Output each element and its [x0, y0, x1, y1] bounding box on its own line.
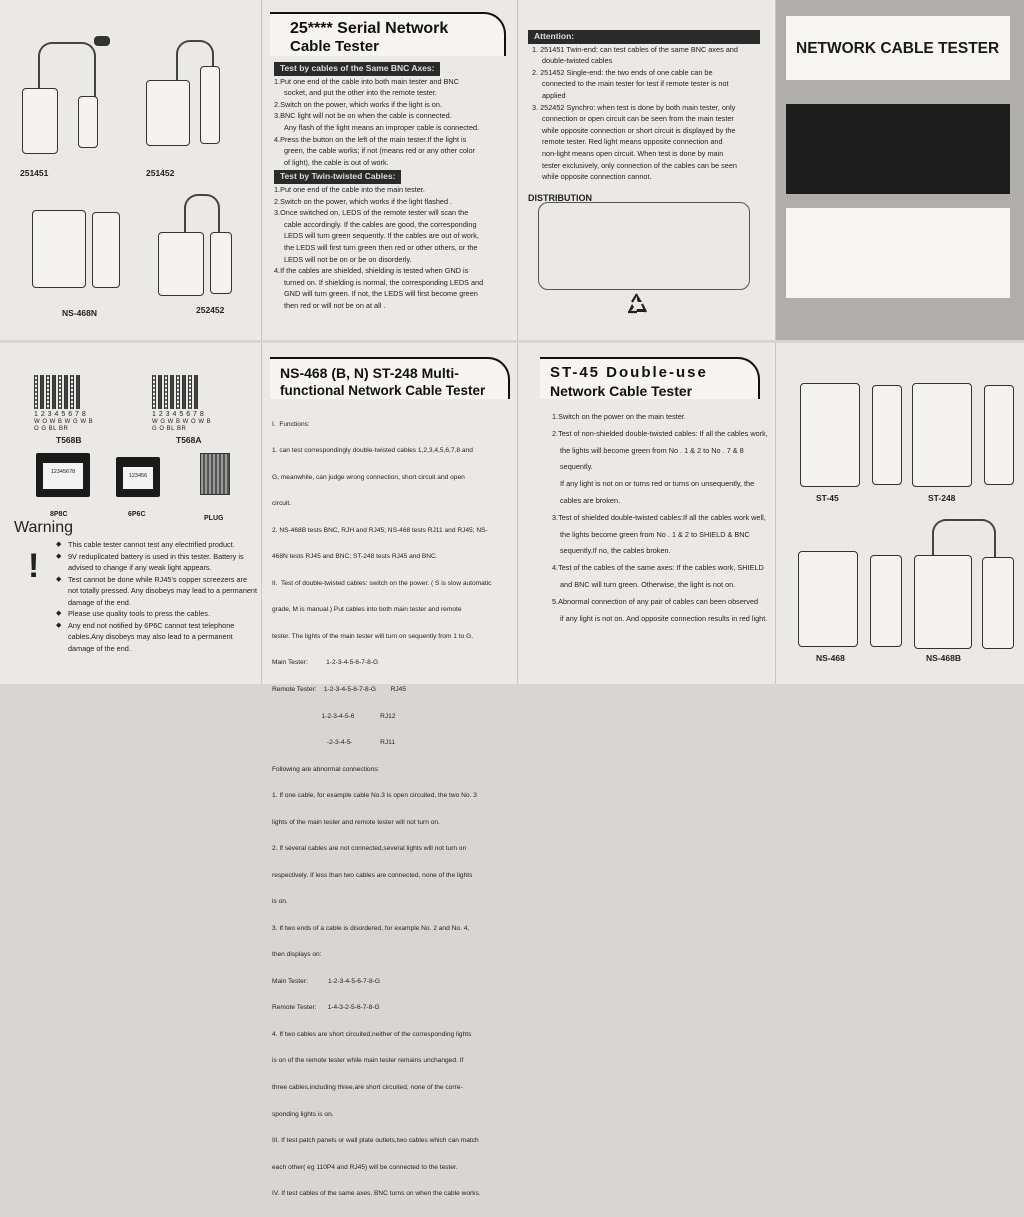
- ns468-line: lights of the main tester and remote tester will not turn on.: [272, 818, 440, 826]
- attention-line: 1. 251451 Twin-end: can test cables of the same BNC axes and: [532, 44, 738, 54]
- warning-item: ◆ Test cannot be done while RJ45's copper screezers are not totally pressed. Any disobeys may lead to a permanent damage of the end.: [54, 574, 258, 609]
- serial-step-line: socket, and put the other into the remote tester.: [284, 88, 437, 98]
- attention-heading: Attention:: [528, 30, 760, 44]
- warning-list: [54, 539, 258, 654]
- distribution-heading: DISTRIBUTION: [528, 192, 592, 203]
- serial-step-line: cable accordingly. If the cables are good, the corresponding: [284, 219, 477, 229]
- warning-item: ◆ This cable tester cannot test any electrified product.: [54, 539, 258, 551]
- attention-body: [528, 30, 768, 204]
- cover-title: NETWORK CABLE TESTER: [796, 40, 1000, 57]
- ns468-line: Following are abnormal connections:: [272, 765, 380, 773]
- ns468-line: three cables,including three,are short circuited, none of the corre-: [272, 1083, 463, 1091]
- ns468-title-tab: [270, 357, 510, 399]
- serial-step-line: 3.BNC light will not be on when the cable is connected.: [274, 111, 452, 121]
- tester-251451-remote: [78, 96, 98, 148]
- cover-black-band: [786, 104, 1010, 194]
- tester-ns468-main: [798, 551, 858, 647]
- serial-body: [274, 62, 510, 311]
- attention-line: connection or open circuit can be seen from the main tester: [542, 114, 734, 124]
- ns468-line: respectively. If less than two cables are connected, none of the lights: [272, 871, 473, 879]
- serial-step-line: 4.If the cables are shielded, shielding is tested when GND is: [274, 266, 469, 276]
- ns468-line: 1. If one cable, for example cable No.3 is open circuited, the two No. 3: [272, 792, 477, 800]
- tester-251452-main: [146, 80, 190, 146]
- ns468-line: grade, M is manual.) Put cables into both main tester and remote: [272, 606, 462, 614]
- serial-step-line: 2.Switch on the power, which works if the light flashed .: [274, 196, 453, 206]
- st45-step-line: if any light is not on. And opposite connection results in red light.: [560, 613, 768, 623]
- tester-ns468b-remote: [982, 557, 1014, 649]
- st45-step-line: 3.Test of shielded double-twisted cables:If all the cables work well,: [552, 512, 766, 522]
- tester-st248-main: [912, 383, 972, 487]
- cable-illustration: [932, 519, 996, 559]
- st45-step-line: cables are broken.: [560, 495, 621, 505]
- attention-line: while opposite connection cannot.: [542, 172, 652, 182]
- ns468-line: 4. If two cables are short circuited,neither of the corresponding lights: [272, 1030, 472, 1038]
- st45-title-line1: ST-45 Double-use: [550, 364, 708, 381]
- serial-step-line: 4.Press the button on the left of the main tester.If the light is: [274, 134, 467, 144]
- jack-6p6c: [116, 457, 160, 497]
- attention-line: connected to the main tester for test if remote tester is not: [542, 79, 729, 89]
- serial-title-line2: Cable Tester: [290, 38, 379, 55]
- t568b-pin-diagram: [34, 375, 80, 409]
- serial-step-line: LEDS will turn green sequently. If the cables are out of work,: [284, 231, 479, 241]
- wiring-warning-panel: [0, 343, 262, 684]
- attention-line: remote tester. Red light means opposite connection and: [542, 137, 723, 147]
- serial-step-line: 3.Once switched on, LEDS of the remote tester will scan the: [274, 208, 469, 218]
- serial-step-line: Any flash of the light means an improper cable is connected.: [284, 122, 480, 132]
- st45-step-line: sequently.If no, the cables broken.: [560, 546, 671, 556]
- serial-step-line: turned on. If shielding is normal, the corresponding LEDS and: [284, 277, 484, 287]
- tester-st45-remote: [872, 385, 902, 485]
- ns468-line: each other( eg 110P4 and RJ45) will be connected to the tester.: [272, 1163, 458, 1171]
- ns468-line: Remote Tester: 1-4-3-2-5-6-7-8-G: [272, 1004, 380, 1012]
- tester-st248-remote: [984, 385, 1014, 485]
- jack-8p8c-pins: 12345678: [43, 463, 83, 489]
- serial-title-tab: [270, 12, 506, 56]
- ns468-line: I. Functions:: [272, 420, 310, 428]
- attention-line: tester exclusively, only connection of the cables can be seen: [542, 160, 737, 170]
- attention-line: non-light means open circuit. When test is done by main: [542, 148, 724, 158]
- jack-8p8c-label: 8P8C: [50, 511, 68, 518]
- tester-ns468n-remote: [92, 212, 120, 288]
- cover-title-box: [786, 16, 1010, 80]
- ns468-line: Main Tester: 1-2-3-4-5-6-7-8-G: [272, 977, 380, 985]
- model-label-251451: 251451: [20, 168, 49, 178]
- attention-line: double-twisted cables: [542, 56, 613, 66]
- attention-line: while opposite connection or short circuit is displayed by the: [542, 125, 736, 135]
- st45-step-line: 1.Switch on the power on the main tester.: [552, 412, 686, 421]
- ns468-line: sponding lights is on.: [272, 1110, 334, 1118]
- section-twin-twisted: Test by Twin-twisted Cables:: [274, 170, 401, 184]
- st45-panel: [518, 343, 776, 684]
- st45-step-line: the lights become green from No . 1 & 2 to SHIELD & BNC: [560, 529, 750, 539]
- serial-step-line: 1.Put one end of the cable into both main tester and BNC: [274, 76, 459, 86]
- st45-step-line: If any light is not on or turns red or turns on unsequently, the: [560, 479, 755, 489]
- brochure-top-half: [0, 0, 1024, 340]
- recycle-icon: [624, 292, 650, 316]
- tester-ns468b-main: [914, 555, 972, 649]
- st45-step-line: the lights will become green from No . 1 & 2 to No . 7 & 8 sequently.: [560, 445, 744, 472]
- distribution-box: [538, 202, 750, 290]
- cover-panel: [776, 0, 1024, 340]
- tester-st45-main: [800, 383, 860, 487]
- model-label-ns468n: NS-468N: [62, 308, 97, 318]
- serial-step-line: then red or will not be on at all .: [284, 300, 386, 310]
- ns468-line: is on.: [272, 898, 288, 906]
- attention-panel: [518, 0, 776, 340]
- ns468-line: III. If test patch panels or wall plate outlets,two cables which can match: [272, 1137, 479, 1145]
- product-models-panel: [776, 343, 1024, 684]
- ns468-title-line1: NS-468 (B, N) ST-248 Multi-: [280, 365, 459, 381]
- t568a-pin-diagram: [152, 375, 198, 409]
- warning-item: ◆ Please use quality tools to press the cables.: [54, 608, 258, 620]
- ns468-line: Remote Tester: 1-2-3-4-5-6-7-8-G RJ45: [272, 686, 406, 693]
- t568b-color-row2: O G BL BR: [34, 426, 69, 432]
- model-label-st248: ST-248: [928, 493, 956, 503]
- st45-title-line2: Network Cable Tester: [550, 383, 693, 399]
- ns468-line: 1. can test correspondingly double-twisted cables 1,2,3,4,5,6,7,8 and: [272, 447, 473, 455]
- serial-title-line1: 25**** Serial Network: [290, 20, 449, 37]
- serial-tester-panel: [262, 0, 518, 340]
- ns468-panel: [262, 343, 518, 1198]
- plug-label: PLUG: [204, 515, 224, 522]
- st45-step-line: 4.Test of the cables of the same axes: If the cables work, SHIELD: [552, 563, 764, 573]
- ns468-line: 2. If several cables are not connected,several lights will not turn on: [272, 845, 467, 853]
- tester-251451-main: [22, 88, 58, 154]
- product-illustrations-panel: [0, 0, 262, 340]
- jack-8p8c: [36, 453, 90, 497]
- bnc-connector: [94, 36, 110, 46]
- t568a-label: T568A: [176, 435, 202, 445]
- ns468-title-line2: functional Network Cable Tester: [280, 383, 486, 398]
- st45-title-tab: [540, 357, 760, 399]
- st45-step-line: and BNC will turn green. Otherwise, the light is not on.: [560, 579, 736, 589]
- model-label-251452: 251452: [146, 168, 175, 178]
- ns468-line: G, meanwhile, can judge wrong connection, short circuit and open: [272, 473, 465, 481]
- st45-steps: [552, 409, 774, 627]
- serial-step-line: 2.Switch on the power, which works if the light is on.: [274, 99, 442, 109]
- st45-step-line: 5.Abnormal connection of any pair of cables can been observed: [552, 596, 759, 606]
- attention-line: applied: [542, 90, 566, 100]
- t568a-pin-numbers: 1 2 3 4 5 6 7 8: [152, 411, 205, 418]
- ns468-line: 3. If two ends of a cable is disordered, for example No. 2 and No. 4,: [272, 924, 470, 932]
- t568a-color-row1: W G W B W O W B: [152, 419, 212, 425]
- ns468-line: IV. If test cables of the same axes, BNC turns on when the cable works.: [272, 1190, 481, 1198]
- st45-step-line: 2.Test of non-shielded double-twisted cables: If all the cables work,: [552, 428, 768, 438]
- ns468-line: is on of the remote tester while main tester remains unchanged. If: [272, 1057, 464, 1065]
- model-label-252452: 252452: [196, 305, 225, 315]
- ns468-line: 468N tests RJ45 and BNC; ST-248 tests RJ45 and BNC.: [272, 553, 438, 561]
- tester-251452-remote: [200, 66, 220, 144]
- ns468-line: tester. The lights of the main tester will turn on sequently from 1 to G.: [272, 632, 474, 640]
- rj45-plug-illustration: [200, 453, 230, 495]
- serial-step-line: 1.Put one end of the cable into the main tester.: [274, 184, 425, 194]
- model-label-ns468: NS-468: [816, 653, 845, 663]
- ns468-line: then displays on:: [272, 951, 322, 959]
- tester-ns468n-main: [32, 210, 86, 288]
- attention-line: 3. 252452 Synchro: when test is done by both main tester, only: [532, 102, 736, 112]
- ns468-body: [272, 403, 516, 1217]
- serial-step-line: the LEDS will first turn green then red or other others, or the: [284, 242, 478, 252]
- serial-step-line: green, the cable works; if not (means red or any other color: [284, 146, 476, 156]
- section-bnc-axes: Test by cables of the Same BNC Axes:: [274, 62, 440, 76]
- model-label-ns468b: NS-468B: [926, 653, 961, 663]
- ns468-line: circuit.: [272, 500, 292, 508]
- t568b-color-row1: W O W B W G W B: [34, 419, 94, 425]
- t568b-label: T568B: [56, 435, 82, 445]
- t568a-color-row2: G O BL BR: [152, 426, 187, 432]
- serial-step-line: LEDS will not be on or be on disorderly.: [284, 254, 412, 264]
- cover-white-band: [786, 208, 1010, 298]
- warning-item: ◆ Any end not notified by 6P6C cannot test telephone cables.Any disobeys may also lead to a permanent damage of the end.: [54, 620, 258, 655]
- warning-item: ◆ 9V reduplicated battery is used in this tester. Battery is advised to change if any weak light appears.: [54, 551, 258, 574]
- jack-6p6c-label: 6P6C: [128, 511, 146, 518]
- tester-ns468-remote: [870, 555, 902, 647]
- jack-6p6c-pins: 123456: [123, 467, 153, 489]
- ns468-line: -2-3-4-5- RJ11: [272, 739, 395, 747]
- tester-252452-remote: [210, 232, 232, 294]
- brochure-bottom-half: [0, 343, 1024, 1198]
- tester-252452-main: [158, 232, 204, 296]
- ns468-line: Main Tester: 1-2-3-4-5-6-7-8-G: [272, 659, 379, 667]
- t568b-pin-numbers: 1 2 3 4 5 6 7 8: [34, 411, 87, 418]
- ns468-line: 1-2-3-4-5-6 RJ12: [272, 712, 396, 720]
- ns468-line: 2. NS-468B tests BNC, RJH and RJ45; NS-468 tests RJ11 and RJ45; NS-: [272, 526, 488, 534]
- model-label-st45: ST-45: [816, 493, 839, 503]
- attention-line: 2. 251452 Single-end: the two ends of one cable can be: [532, 67, 713, 77]
- ns468-line: II. Test of double-twisted cables: switch on the power. ( S is slow automatic: [272, 579, 492, 587]
- warning-title: Warning: [14, 519, 73, 536]
- serial-step-line: of light), the cable is out of work.: [284, 157, 389, 167]
- exclamation-icon: !: [28, 547, 40, 585]
- serial-step-line: GND will turn green. If not, the LEDS will first become green: [284, 289, 478, 299]
